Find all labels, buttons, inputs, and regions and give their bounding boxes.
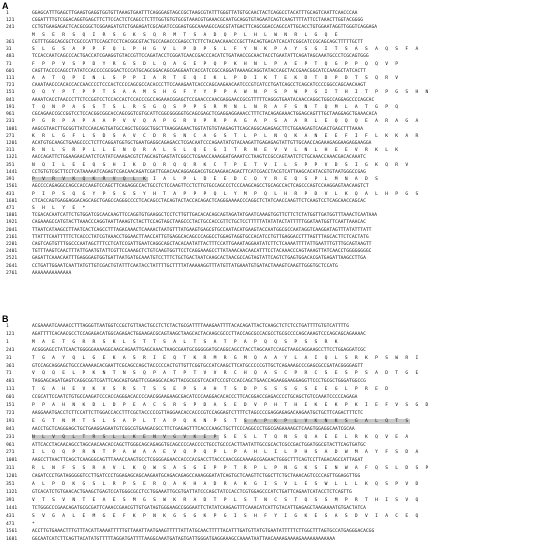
line-number: 311 bbox=[6, 466, 15, 472]
line-number: 151 bbox=[6, 90, 15, 96]
nucleotide-sequence-line bbox=[6, 537, 335, 543]
line-number: 1441 bbox=[6, 505, 18, 511]
protein-sequence-line bbox=[6, 33, 340, 39]
line-number: 1081 bbox=[6, 126, 18, 132]
sequence-text: TGTTTAAGTCAACTTTATTGAATGTATTCGTTCCAAAGCTCTGTCAAGTGGTTCCTCAGGAAAGCCTTATAAACAACAACATTTCCTACAAACCCAGTAAAGTTATCAACCTGGGGGGGGC bbox=[32, 249, 372, 255]
sequence-text: ATTCACCTACAACAGCCTAGCAACAACACCAGCTTGGGCAGCAGAGGTGCAGCCCCAACCCCTGCCTGCCCACTTAATATTGCCGCACTCGCCGACTGGATGGCGTACTTCAGTGATGC bbox=[32, 442, 366, 448]
panel-label-a: A bbox=[2, 1, 9, 11]
line-number: 1561 bbox=[6, 184, 18, 190]
line-number: 2041 bbox=[6, 227, 18, 233]
line-number: 391 bbox=[6, 177, 15, 183]
sequence-text bbox=[32, 148, 400, 153]
nucleotide-sequence-line bbox=[6, 235, 369, 241]
nucleotide-sequence-line bbox=[6, 490, 352, 496]
line-number: 2521 bbox=[6, 256, 18, 262]
sequence-text: CGCAGAACCGCCGGTCCTCCACGGCGGCACCAGCGGTCGTGCATTCGGCGGGGGTGCAGCGAGCTCGAGGAGGAAACCTTTCTACAGAGAAACTGGAGCAGTTTGCTAAGGAGCTGAAACACA bbox=[32, 112, 378, 118]
line-number: 111 bbox=[6, 75, 15, 81]
line-number: 841 bbox=[6, 97, 15, 103]
sequence-text: GTCACATCTGTGAACACTGAAGCTGAGTCCATGGGCGCCTCCTGGAAATTGCGTGATTATCCCAGCTATCCACCTCGTGGAGCCCATCTGATTCAGAATCATACCTCTCAGTTG bbox=[32, 489, 352, 495]
protein-sequence-line bbox=[6, 76, 400, 82]
line-number: 841 bbox=[6, 426, 15, 432]
protein-sequence-line bbox=[6, 403, 431, 409]
line-number: 271 bbox=[6, 450, 15, 456]
protein-sequence-line bbox=[6, 163, 410, 169]
sequence-text: CAGAAAGCCATGTACTTAAACCCAGGTAATTAAAGTCTACTTCCAGTAGCTAAGCCCTACTGCCACCGTTCTGCTCCTTTTTATATATACTATTTTTGGATAATGGTTCAATTAAACAC bbox=[32, 220, 366, 226]
line-number: 481 bbox=[6, 379, 15, 385]
line-number: 471 bbox=[6, 205, 15, 211]
nucleotide-sequence-line bbox=[6, 474, 360, 480]
nucleotide-sequence-line bbox=[6, 184, 369, 190]
panel-label-b: B bbox=[2, 314, 9, 324]
nucleotide-sequence-line bbox=[6, 228, 372, 234]
sequence-text: ACCTTGTGAAACTTTGTTTACATTAAAATTTTTGTTAAATTAATGAAGTTTTTATTATGCAACTTTTTACATTTGATGTTATGTGAATATTTTTCTTGGCTTTAGTGCCATGAGGGACACGG bbox=[32, 529, 375, 535]
protein-sequence-line bbox=[6, 435, 410, 441]
sequence-text: P G R P A P A A P V V Q A P G R V P R P A G A P S A A R L E Q Q Q E A R A G A bbox=[32, 119, 421, 125]
protein-sequence-line bbox=[6, 177, 380, 183]
line-number: 311 bbox=[6, 148, 15, 154]
sequence-text: A L P D K G S L R P S E R Q A K H A D R A K G I S V L E S W L L L K Q S P V D bbox=[32, 482, 421, 487]
sequence-segment: N Q I L E E Q S H I K D Q R Q Q R K C T P E T V I L S P P V D S I G K Q R V bbox=[32, 162, 411, 168]
sequence-text: P I P S Q G Y P S S S Y H T A P P P Q L Y M P Q L H R P D V L K Q A L H P G S bbox=[32, 191, 421, 197]
sequence-text: I L Q Q P R N T P A W A A E V Q P Q P L P A H L I L P H S A D W M A Y F S D A bbox=[32, 450, 421, 456]
nucleotide-sequence-line bbox=[6, 213, 377, 219]
sequence-text: S H L Y E * bbox=[32, 205, 88, 211]
sequence-text: K R L G F L S D S A V C D R S N C A G S T L P L N Q K A N E E F I F L K K A R bbox=[32, 133, 421, 139]
protein-sequence-line bbox=[6, 340, 340, 346]
nucleotide-sequence-line bbox=[6, 40, 363, 46]
sequence-text: GTCCAGCAGGAGCTGCCCAAAAACACGAATTCGCAGCCAGCTACCCCCACTGTTGTTCGGTGCCATCAAGCTTCATGCCCCCGTTGCTCAGAAAGCCCGAGCGCCGATACGGGGAGTT bbox=[32, 363, 364, 369]
sequence-text: V T S V N T E A E S M G S W K R A D T P L S T N C S T Q S S M P R T H I S V Q bbox=[32, 497, 421, 503]
nucleotide-sequence-line bbox=[6, 458, 363, 464]
protein-sequence-line bbox=[6, 482, 421, 488]
nucleotide-sequence-line bbox=[6, 127, 363, 133]
sequence-text: CTCACCAGTGAGGAGGACAGCAGCTGAGCCAGGGCCCCTCACAGCCTACAGTACTACCACAGACTCAGGGAAAACCCAGGCTCTATCAACCAAGTTCTCAAGTCCTCAGCAACCAGCAC bbox=[32, 198, 366, 204]
protein-sequence-line bbox=[6, 419, 410, 425]
nucleotide-sequence-line bbox=[6, 256, 366, 262]
line-number: 1801 bbox=[6, 213, 18, 219]
protein-sequence-line bbox=[6, 387, 390, 393]
nucleotide-sequence-line bbox=[6, 199, 366, 205]
sequence-text: AAGCCTTAACTTCAGCTCAAGGGCAGTTTAAACCAAGTGCCTCGGGGAGAACCACCCACGACCTTACCCAACGGCAAAAGCGAGAACTGGGCTTTCAGTCCTTAGACAGCCATTAGAT bbox=[32, 458, 364, 464]
sequence-text: GAGATTCAAACAATTTGAGGGAGTGGTGATTAATGATGCAAATGTCCTTTCTGCTGACTAATCAAGCACTAACGCCAGTAGTATTCAGTCTGAGTGGACACGATGAGATTAAGCCTTGA bbox=[32, 256, 366, 262]
sequence-text: T G A Y Q L G E K A S R I E Q T K R M R G M Q A A Y L A I Q L S R K P S W R I bbox=[32, 355, 421, 361]
nucleotide-sequence-line bbox=[6, 18, 363, 24]
highlighted-motif: N L V Q L T R S L L K E N V G V K E P bbox=[32, 434, 219, 440]
line-number: 1561 bbox=[6, 529, 18, 535]
nucleotide-sequence-line bbox=[6, 324, 349, 330]
line-number: 1 bbox=[6, 339, 9, 345]
line-number: 191 bbox=[6, 104, 15, 110]
nucleotide-sequence-line bbox=[6, 332, 366, 338]
line-number: 111 bbox=[6, 387, 15, 393]
line-number: 1201 bbox=[6, 474, 18, 480]
sequence-text: TTATTTCAATTTTTCTCACCCTATCGTAAACCTGGAACTTAACCATTGTGAGGCACAGCCCAGGCCTGGAGTAGGTGCCACATCCTGTTGAGGACCTTTAGTTTAGCACTTCTCACTATG bbox=[32, 234, 369, 240]
line-number: 481 bbox=[6, 54, 15, 60]
sequence-text: CCGCATTCCAATCTGTGCCAAGATCCCACCAGGGACACCCCAACGGAAGAAGCGACATCCCAAGGACACACCCTTCACGGACCGAGACCCCTGCAGCTGTCCAAATCCCCCAGAGA bbox=[32, 395, 358, 401]
protein-sequence-line bbox=[6, 119, 421, 125]
line-number: 721 bbox=[6, 410, 15, 416]
line-number: 231 bbox=[6, 434, 15, 440]
sequence-text: M S E R S Q I R S G K S Q R M T S A D Q P L H L W N R L G Q E bbox=[32, 32, 340, 38]
sequence-text: R L N F S S R A V L K Q W S A S G E P P T R P L P N G K S E N W A F Q S L D S P bbox=[32, 466, 431, 472]
sequence-text: TTAATCATAAGCCTTAATCACTCAGCCTTTAGACAAACTCAAAACTAATGTTTATGAAGTGAGCGTGCCAATACATGAAGTACCAATGGCGCCAATAGGTCAAGGATAGTTTATATTTATT bbox=[32, 227, 372, 233]
sequence-text: GGAGCATTTGAGCTTGAAGTGAGGTGGTGTTAAAGTGAATTTCAGGGAGTAGCCGCTAAGCGTATTTGGGTTATGTGCAACTACTCAGGCCTACATTTGCAGTCAATTCAACCCAA bbox=[32, 11, 358, 16]
line-number: 191 bbox=[6, 418, 15, 424]
protein-sequence-line bbox=[6, 62, 400, 68]
nucleotide-sequence-line bbox=[6, 141, 372, 147]
sequence-text: AGATTTTCACAACGCCTCCAGAGACATGGCAGAGACTGGAAGACGCAGTAAGCTAAGCACTACAAGCGCCCTTACCAGCGCCACGCCTGCGCCCCAGCAAAGTCCCAGCAGCAGAAAAC bbox=[32, 331, 366, 337]
protein-sequence-line bbox=[6, 148, 400, 154]
line-number: 721 bbox=[6, 83, 15, 89]
nucleotide-sequence-line bbox=[6, 220, 366, 226]
sequence-text: GGCAATCATCTTCAGTTACATATGTTTTTAGGATGATTTTAAGGCAAATGATAGTGATTGGGATGAGGAAAGCCAAAATAATTAACAAAAGAAAAGAAAAAAAAAAAA bbox=[32, 537, 336, 543]
line-number: 1441 bbox=[6, 169, 18, 175]
nucleotide-sequence-line bbox=[6, 170, 366, 176]
line-number: 121 bbox=[6, 18, 15, 24]
nucleotide-sequence-line bbox=[6, 271, 71, 277]
sequence-text: CGGATTTTGTCGGACAGGTGAGCTTCTTCCACTCTCAGCCTCTTTGGTGTGTGCGTAAACGTGAAACGCAATGCAGGTGTAGAATCAGTCAAGTTTTATTCCTAAACTTGGTACGGGG bbox=[32, 18, 364, 24]
sequence-text: AAGCGTAACTTGCGGTTATCCAACAGTGATGCCAGCTGCGGCTGGCTTAAGGAGAACTGGTATGTGTAAGAGTTCAGCAGGCAGAGAGCTTCTGGAAGAGTCAGACTGAGCTTTAAAA bbox=[32, 126, 364, 132]
line-number: 2761 bbox=[6, 270, 18, 276]
protein-sequence-line bbox=[6, 466, 431, 472]
sequence-text: TCTGGGCCCGAACAGATGCGCGATTCAAACCGAACGTTGTGATAGTGGGAAGCCGGGAATTCTATATCAAGAGTTTCAAACATCATTGTACATTGAGAGCTAAGAAAATGTGACTATCA bbox=[32, 505, 366, 511]
nucleotide-sequence-line bbox=[6, 364, 363, 370]
sequence-text: CAGTTACCCCAGCCTATATCCACCCCGCGGACTCCCATGCAGCGGACAGCGAGGAATCACCATCCGCCAGGATAAAAGCAGGTATACCAGCTACCGAACGGCATCCAAGGCTATCACTT bbox=[32, 68, 366, 74]
highlighted-motif: P V R V K Q K R V Q L K bbox=[32, 177, 149, 183]
sequence-text: TCGACACAATCATTCTGTGGATCGCAACAAGTTCCAGGTGTGAAGGCTCCTCTTGTTGACACACAGCAGTAGATATGAATCAAAGTGGTTCTTCTCTATGGTTGATGGTTTAAACTCAATAAA bbox=[32, 213, 378, 219]
line-number: 361 bbox=[6, 39, 15, 45]
line-number: 151 bbox=[6, 403, 15, 408]
sequence-text: M A E T G R R S K L S T T S A L T S A T P A P Q Q S P S S R K bbox=[32, 339, 340, 345]
sequence-text: TAGGAGCAGATGAGTCAGGCGGTCGATTCAGCAGTGAGTTCGGAGGCACAGTTACGCGCGTCACATCCCGTCCACCAGCTGAACCAGAAGGAAGGAGGTTCCCTGCGCTGGGATGGCCG bbox=[32, 379, 366, 385]
nucleotide-sequence-line bbox=[6, 443, 366, 449]
line-number: 71 bbox=[6, 371, 12, 377]
line-number: 1 bbox=[6, 11, 9, 16]
nucleotide-sequence-line bbox=[6, 69, 366, 75]
nucleotide-sequence-line bbox=[6, 11, 357, 17]
line-number: 431 bbox=[6, 513, 15, 519]
line-number: 241 bbox=[6, 25, 15, 31]
line-number: 121 bbox=[6, 331, 15, 337]
sequence-text: AACCAGATTCTGGAAGAACAATCTCATATCAAAGACGTCTAGCAGTGAGTATCGGCCTCGAACCAAAGGATGAAATCCTAAGTCCGCCAGTAATCTCTGCAAACCAAACGACACAAATC bbox=[32, 155, 366, 161]
line-number: 271 bbox=[6, 133, 15, 139]
protein-sequence-line bbox=[6, 134, 421, 140]
protein-sequence-line bbox=[6, 514, 421, 520]
nucleotide-sequence-line bbox=[6, 379, 366, 385]
sequence-text: T Q N P A S S T S L R S G Q S P P S R M N L N R A F S N T Q M L A T G P Q bbox=[32, 104, 401, 110]
nucleotide-sequence-line bbox=[6, 25, 377, 31]
sequence-text: CAGATCCCTGATAGGGGGTCCTTGATCCCTGGAGAGCAGCAAGAATGCAGACAGAGCCAAAGGGATATCAGTGCTCAAGTTCTGGCTTCTGCTAAACAGTCCCCAGTTGGAGGTTGG bbox=[32, 474, 361, 480]
sequence-text: CCTGTGTCGCTTCCTCATAAAAATCAGAGTCGACAACAGATCGATTGGACAACAGGAGGACGTGCAAGAACAGACTTCATCGACCTACGTCATTAAGCACATACGTGTAATGGGCCGAG bbox=[32, 169, 366, 175]
nucleotide-sequence-line bbox=[6, 249, 372, 255]
protein-sequence-line bbox=[6, 105, 400, 111]
line-number: 471 bbox=[6, 521, 15, 527]
highlighted-motif: S A P K P L V K N K S G A L Q T S bbox=[243, 418, 411, 424]
line-number: 1321 bbox=[6, 155, 18, 161]
sequence-text: * bbox=[32, 521, 38, 527]
sequence-text: Q Q Y P T P P T S A A M S H G F Y Y P P A W N P S P W P G I T H I T P P G S H N bbox=[32, 90, 431, 96]
line-number: 961 bbox=[6, 112, 15, 118]
nucleotide-sequence-line bbox=[6, 427, 355, 433]
sequence-text: P P A H N K D L D P E A C S R S P D A S E D V P H T H E K E K P K I E F V S G D bbox=[32, 403, 431, 408]
line-number: 431 bbox=[6, 191, 15, 197]
protein-sequence-line bbox=[6, 371, 421, 377]
line-number: 1681 bbox=[6, 198, 18, 204]
sequence-segment: E G T N M T S L S A P L T A P Q K N P S T bbox=[32, 418, 244, 424]
nucleotide-sequence-line bbox=[6, 242, 372, 248]
nucleotide-sequence-line bbox=[6, 54, 369, 60]
line-number: 601 bbox=[6, 395, 15, 401]
sequence-text: T G A H E V K V S R S T S S E P S A H T S D P S S S G S E E G L P R E D bbox=[32, 387, 391, 393]
nucleotide-sequence-line bbox=[6, 506, 366, 512]
line-number: 391 bbox=[6, 497, 15, 503]
line-number: 31 bbox=[6, 47, 12, 53]
protein-sequence-line bbox=[6, 450, 421, 456]
sequence-text: AAAATCACCTAACCCTTCTCCGGTCCTCCACCACTCCACCCGCCAGAAACGGAGCTCCGAACCCAACGAGGAACCGCGTTTTTCAGGGTGAATACAACCAGGCTGGCCAGGAGCCCCAGCAC bbox=[32, 97, 375, 103]
sequence-text: S L G S A P P F Q L P H G V L P D P S L F Y N K P A Y S G I T S A S A Q S F A bbox=[32, 47, 421, 53]
sequence-text: ACGAAAATCAAAACCTTTAGGGTTAATGGTCCGCTGTTAACTGCCTCTCTACTGCGATTTTAAAGAATTTTACACAGATTACTCAAGCTCTCTCCTGATTTTGTGTCATTTTG bbox=[32, 324, 350, 329]
line-number: 231 bbox=[6, 119, 15, 125]
nucleotide-sequence-line bbox=[6, 411, 363, 417]
line-number: 241 bbox=[6, 347, 15, 353]
sequence-text bbox=[32, 419, 410, 424]
sequence-segment: S E S L T Q N S Q A E E L R K Q V E A bbox=[218, 434, 411, 440]
protein-sequence-line bbox=[6, 47, 421, 53]
line-number: 601 bbox=[6, 68, 15, 74]
line-number: 1921 bbox=[6, 220, 18, 226]
line-number: 351 bbox=[6, 162, 15, 168]
nucleotide-sequence-line bbox=[6, 83, 366, 89]
nucleotide-sequence-line bbox=[6, 155, 366, 161]
nucleotide-sequence-line bbox=[6, 98, 374, 104]
sequence-text: AAGGAAATGACCTCTTCCATTCTTGGACCACCTTTCGCTACCCCCGTTAGGAACACCACCCGTCCAGGAGTCTTTTCTAGCCCCGAGGAGAGACAAGAATGCTGCTTCAGACTTTCTC bbox=[32, 410, 364, 416]
line-number: 1081 bbox=[6, 458, 18, 464]
line-number: 2281 bbox=[6, 242, 18, 248]
sequence-text: ACGGGAGCCTATCAACTGGGGGAAAAGGCAAGCAGAATTGAGCAAACTAAGCGAATGCGGGGGATGCAGGCAGCCTACCTAGCAATCCAGCTAAGCAGGAAGCCTTCCTGGAGGATCGC bbox=[32, 347, 366, 353]
sequence-text: CCTGTGAAGAGACTCACGCGGCTCGGAAGATGTCTGAGAGATCGCAGATCCGGAGTGGCAAAAGCCAGCGTATGACTTCAGCGGACCAGCCATTGCACCTGTGGAATAGGTTGGGTCAGGAGA bbox=[32, 25, 378, 31]
nucleotide-sequence-line bbox=[6, 264, 338, 270]
line-number: 361 bbox=[6, 363, 15, 369]
protein-sequence-line bbox=[6, 356, 421, 362]
line-number: 351 bbox=[6, 482, 15, 487]
sequence-text bbox=[32, 177, 380, 182]
sequence-text: F P P V S P D Y R G S D L Q A G E P Q P K H N L P A E P T Q G P P Q Q V P bbox=[32, 61, 401, 67]
nucleotide-sequence-line bbox=[6, 112, 377, 118]
sequence-text: CAAATAACCCACACCACCAACCCCTCCCACTCCCCAGCGCCACACCCTTCCAAAGAATCACCCAGCAAGAACAATCCCGTCATCCTGATCAGCCTCAGCATCCCCGGCCAGCAACAAGT bbox=[32, 83, 366, 89]
sequence-text: A A T Q P I N L S P P I A R T E Q I K L P D I K T E K D T D P D T S Q R V bbox=[32, 75, 401, 81]
line-number: 71 bbox=[6, 61, 12, 67]
sequence-text bbox=[32, 163, 410, 168]
sequence-text: CCTGATTGGAATCAATTATGTTGTCGACTGTATTTCAATACCTATTTTGCTTTTATAAAAAGGTTTATGTTATGAAATGTGATACTAAAGTCAAGTTGGGTGCTCCATG bbox=[32, 263, 338, 269]
sequence-text: CAGTCAGTGTTTGGCCCAATAGCTTTCCTCATCCGATTGAATCAGGCAGCTACACAATATTACTTTCCATTGAAATAGGAATATCTTCTCAAAATTTTATTGAATTTGTTTGCAGTAAGTT bbox=[32, 242, 372, 248]
line-number: 961 bbox=[6, 442, 15, 448]
protein-sequence-line bbox=[6, 192, 421, 198]
sequence-text: S V G A L E M G E F K P N K G S G K P G I S H F Y I G K E S A S D V I A C E Q bbox=[32, 513, 421, 519]
line-number: 2161 bbox=[6, 234, 18, 240]
sequence-segment: I A L P L D E E D C Q Y R E Q S P L M N A D S bbox=[148, 177, 381, 183]
line-number: 2641 bbox=[6, 263, 18, 269]
line-number: 31 bbox=[6, 355, 12, 361]
sequence-text: AAAAAAAAAAAAAA bbox=[32, 270, 72, 276]
sequence-text: AACCTGCTCAGGGAGCTGCTGAAGGAGAATGTCGGCGTGAAGACGCCTTCTGAGAGTTTCACCCAAGCTGCTTCCCAGGCCCTGGCGAGAAAAGCTCAAGTGGAGGCAATCGCAA bbox=[32, 426, 355, 432]
line-number: 1321 bbox=[6, 489, 18, 495]
sequence-text: TCCACCAATCAGCCCACTGACCATCGAAGGTGTACCGTTCCAGATACCTCGGATCAACCGACCCACATCTGATAACCGCAACTACCTGAATATTCAGATAGCAAATGCCCTCGCAGTGGG bbox=[32, 54, 369, 60]
line-number: 1681 bbox=[6, 537, 18, 543]
sequence-text bbox=[32, 435, 410, 440]
line-number: 1 bbox=[6, 324, 9, 329]
protein-sequence-line bbox=[6, 90, 431, 96]
sequence-text: ACATGTGCAAGCTGAAGCCCCTCTTCAGGATGGTGCTGAATGAGGCAGAGACCTCGACAATCCCAGAATATGTACAAGATTGAGAGAGTATTGTTGCAACCAGAAAGAGGAAGAGGAAGGA bbox=[32, 140, 372, 146]
protein-sequence-line bbox=[6, 206, 88, 212]
sequence-text: V Q Q E L P K N T N S Q P A T P T V V R C H Q A S C P R C S E S P S A D T G E bbox=[32, 371, 421, 377]
nucleotide-sequence-line bbox=[6, 348, 366, 354]
nucleotide-sequence-line bbox=[6, 395, 357, 401]
sequence-segment: R N L S R P L L E N Q R A L S L Q E G I T R N E V V L N L H E E V R K L K bbox=[32, 148, 401, 154]
protein-sequence-line bbox=[6, 498, 421, 504]
line-number: 1201 bbox=[6, 140, 18, 146]
sequence-text: AGCCCCAGAGGCCAGCCACCAAGTCCAGCTTCAGAGGCCACTGCCTCTCCAAGTTCCTCTTGTGCCAGCCCTCCCAAGCAGCCTGCAGCCACTCAGCCCAGTCCAAGGAGTAACAAGTCT bbox=[32, 184, 369, 190]
protein-sequence-line bbox=[6, 522, 37, 528]
nucleotide-sequence-line bbox=[6, 529, 374, 535]
sequence-text: CGTTTGGGCAGCGCTCGCCCATTCCAGCTCCTCACGGCGTACTGCCAGACCCGAGCCTCTTCTACAACAAACCCGCTTACAGTGACATCACATCGGCATCCGCAGCAGCTTTTTGCTT bbox=[32, 39, 364, 45]
line-number: 2401 bbox=[6, 249, 18, 255]
